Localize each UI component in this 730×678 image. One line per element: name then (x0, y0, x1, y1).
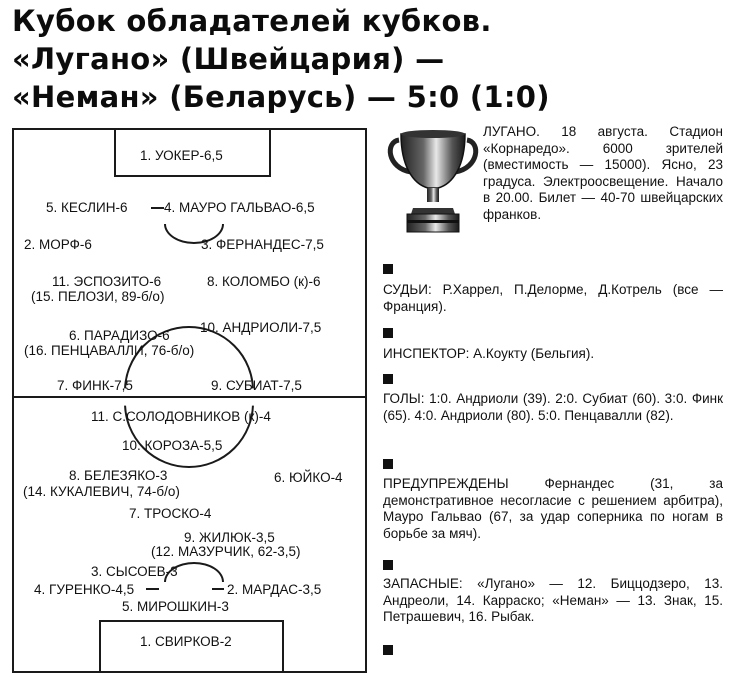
player-neman: 11. С.СОЛОДОВНИКОВ (к)-4 (91, 409, 271, 424)
headline-line-2: «Лугано» (Швейцария) — (12, 42, 445, 76)
player-neman: 10. КОРОЗА-5,5 (122, 438, 223, 453)
player-neman-sub: (12. МАЗУРЧИК, 62-3,5) (151, 544, 301, 559)
connector-line (151, 207, 164, 209)
headline (12, 2, 712, 116)
player-neman: 6. ЮЙКО-4 (274, 470, 343, 485)
player-neman: 8. БЕЛЕЗЯКО-3 (69, 468, 168, 483)
player-lugano: 10. АНДРИОЛИ-7,5 (200, 320, 322, 335)
player-lugano: 4. МАУРО ГАЛЬВАО-6,5 (164, 200, 315, 215)
headline-line-3: «Неман» (Беларусь) — 5:0 (1:0) (12, 80, 550, 114)
player-lugano: 2. МОРФ-6 (24, 237, 92, 252)
player-lugano: 7. ФИНК-7,5 (57, 378, 133, 393)
subs-text: ЗАПАСНЫЕ: «Лугано» — 12. Биццодзеро, 13. Андреоли, 14. Карраско; «Неман» — 13. Знак, 15. Петрашевич, 16. Рыбак. (383, 576, 723, 625)
match-info: ЛУГАНО. 18 августа. Стадион «Корнаредо». 6000 зрителей (вместимость — 15000). Ясно, 23 градуса. Электроосвещение. Начало в 20.00. Билет — 40-70 швейцарских франков. (483, 124, 723, 222)
player-neman: 9. ЖИЛЮК-3,5 (184, 530, 275, 545)
headline-line-1: Кубок обладателей кубков. (12, 4, 492, 38)
bullet-square (383, 560, 393, 570)
player-lugano: 5. КЕСЛИН-6 (46, 200, 128, 215)
player-neman-sub: (14. КУКАЛЕВИЧ, 74-б/о) (23, 484, 180, 499)
pitch-diagram (12, 128, 367, 673)
player-lugano-sub: (16. ПЕНЦАВАЛЛИ, 76-б/о) (24, 343, 195, 358)
referees-text: СУДЬИ: Р.Харрел, П.Делорме, Д.Котрель (все — Франция). (383, 282, 723, 314)
player-lugano-sub: (15. ПЕЛОЗИ, 89-б/о) (31, 289, 165, 304)
player-lugano: 9. СУБИАТ-7,5 (211, 378, 302, 393)
bullet-square (383, 645, 393, 655)
halfway-line (14, 396, 365, 398)
player-lugano: 3. ФЕРНАНДЕС-7,5 (201, 237, 324, 252)
match-info-block (383, 124, 723, 224)
player-neman: 5. МИРОШКИН-3 (122, 599, 229, 614)
bullet-square (383, 328, 393, 338)
player-neman: 4. ГУРЕНКО-4,5 (34, 582, 135, 597)
bullet-square (383, 264, 393, 274)
goals-text: ГОЛЫ: 1:0. Андриоли (39). 2:0. Субиат (60). 3:0. Финк (65). 4:0. Андриоли (80). 5:0. Пенцавалли (82). (383, 391, 723, 423)
bullet-square (383, 459, 393, 469)
player-neman: 3. СЫСОЕВ-3 (91, 564, 178, 579)
connector-line (212, 588, 224, 590)
player-neman: 1. СВИРКОВ-2 (140, 634, 232, 649)
player-lugano: 1. УОКЕР-6,5 (140, 148, 223, 163)
bullet-square (383, 374, 393, 384)
player-lugano: 11. ЭСПОЗИТО-6 (52, 274, 162, 289)
connector-line (146, 588, 159, 590)
warnings-text: ПРЕДУПРЕЖДЕНЫ Фернандес (31, за демонстративное несогласие с решением арбитра), Мауро Гальвао (67, за удар соперника по ногам в борьбе за мяч). (383, 476, 723, 541)
player-lugano: 6. ПАРАДИЗО-6 (69, 328, 170, 343)
player-neman: 2. МАРДАС-3,5 (227, 582, 322, 597)
inspector-text: ИНСПЕКТОР: А.Коукту (Бельгия). (383, 346, 595, 361)
player-neman: 7. ТРОСКО-4 (129, 506, 212, 521)
player-lugano: 8. КОЛОМБО (к)-6 (207, 274, 321, 289)
